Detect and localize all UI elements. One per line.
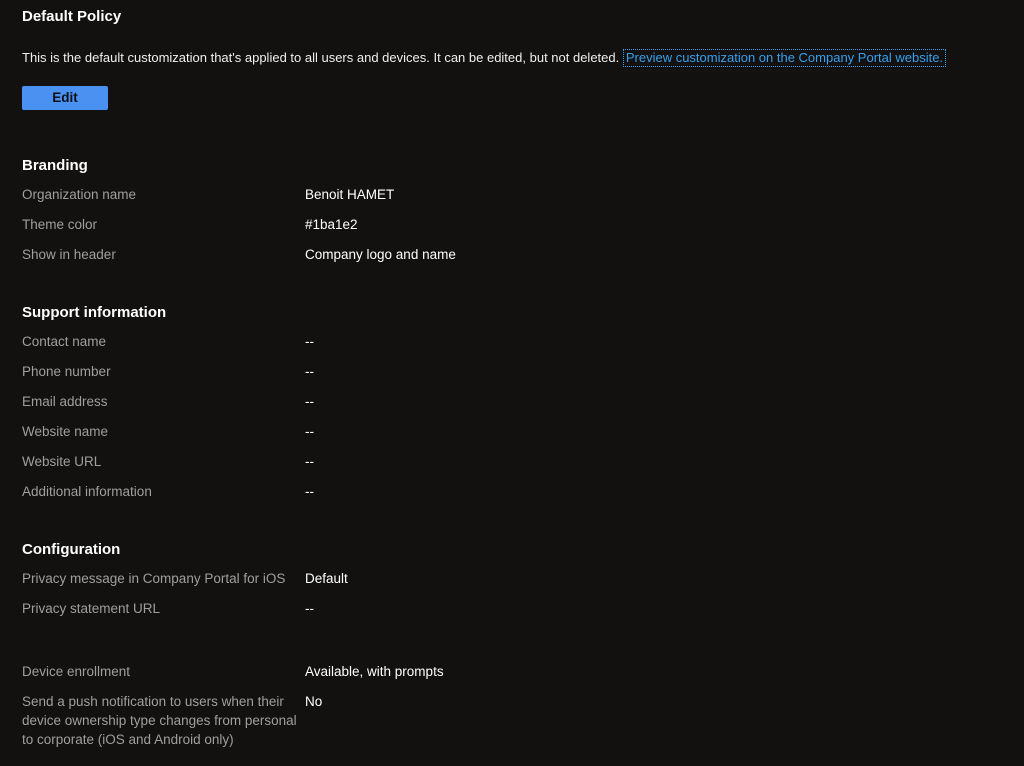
row-value: -- bbox=[305, 424, 314, 439]
row-value: #1ba1e2 bbox=[305, 217, 358, 232]
row-label: Website name bbox=[22, 424, 109, 439]
setting-row bbox=[22, 599, 1008, 618]
row-label: Organization name bbox=[22, 187, 137, 202]
setting-row bbox=[22, 692, 1008, 749]
row-label: Privacy statement URL bbox=[22, 601, 161, 616]
row-value: Default bbox=[305, 571, 348, 586]
row-label: Theme color bbox=[22, 217, 98, 232]
setting-row bbox=[22, 452, 1008, 471]
setting-row bbox=[22, 482, 1008, 501]
setting-row bbox=[22, 245, 1008, 264]
row-label: Additional information bbox=[22, 484, 152, 499]
section-rows bbox=[22, 662, 1008, 749]
preview-customization-link[interactable]: Preview customization on the Company Portal website. bbox=[623, 49, 946, 67]
setting-row bbox=[22, 332, 1008, 351]
row-label: Email address bbox=[22, 394, 108, 409]
row-value: -- bbox=[305, 454, 314, 469]
row-value: -- bbox=[305, 601, 314, 616]
section-rows bbox=[22, 185, 1008, 264]
row-value: Available, with prompts bbox=[305, 664, 444, 679]
setting-row bbox=[22, 422, 1008, 441]
policy-description bbox=[22, 49, 1008, 66]
row-value: No bbox=[305, 694, 323, 709]
setting-row bbox=[22, 392, 1008, 411]
section-rows bbox=[22, 332, 1008, 501]
policy-description-text: This is the default customization that's applied to all users and devices. It can be edited, but not deleted. bbox=[22, 50, 623, 65]
section-heading: Configuration bbox=[22, 541, 121, 558]
setting-row bbox=[22, 185, 1008, 204]
row-label: Phone number bbox=[22, 364, 111, 379]
setting-row bbox=[22, 362, 1008, 381]
row-value: -- bbox=[305, 334, 314, 349]
row-label: Website URL bbox=[22, 454, 102, 469]
row-value: Benoit HAMET bbox=[305, 187, 395, 202]
setting-row bbox=[22, 215, 1008, 234]
settings-section bbox=[22, 541, 1008, 618]
settings-section bbox=[22, 304, 1008, 501]
section-heading: Support information bbox=[22, 304, 167, 321]
row-label: Send a push notification to users when their device ownership type changes from personal to corporate (iOS and Android only) bbox=[22, 694, 297, 747]
section-heading: Branding bbox=[22, 157, 88, 174]
row-label: Device enrollment bbox=[22, 664, 131, 679]
settings-section bbox=[22, 157, 1008, 264]
row-value: -- bbox=[305, 484, 314, 499]
setting-row bbox=[22, 569, 1008, 588]
row-label: Show in header bbox=[22, 247, 116, 262]
row-value: -- bbox=[305, 364, 314, 379]
settings-section bbox=[22, 662, 1008, 749]
section-rows bbox=[22, 569, 1008, 618]
edit-button[interactable]: Edit bbox=[22, 86, 108, 110]
page-title: Default Policy bbox=[22, 8, 122, 25]
row-label: Contact name bbox=[22, 334, 107, 349]
row-value: -- bbox=[305, 394, 314, 409]
setting-row bbox=[22, 662, 1008, 681]
row-value: Company logo and name bbox=[305, 247, 456, 262]
row-label: Privacy message in Company Portal for iOS bbox=[22, 571, 286, 586]
sections bbox=[22, 157, 1008, 749]
